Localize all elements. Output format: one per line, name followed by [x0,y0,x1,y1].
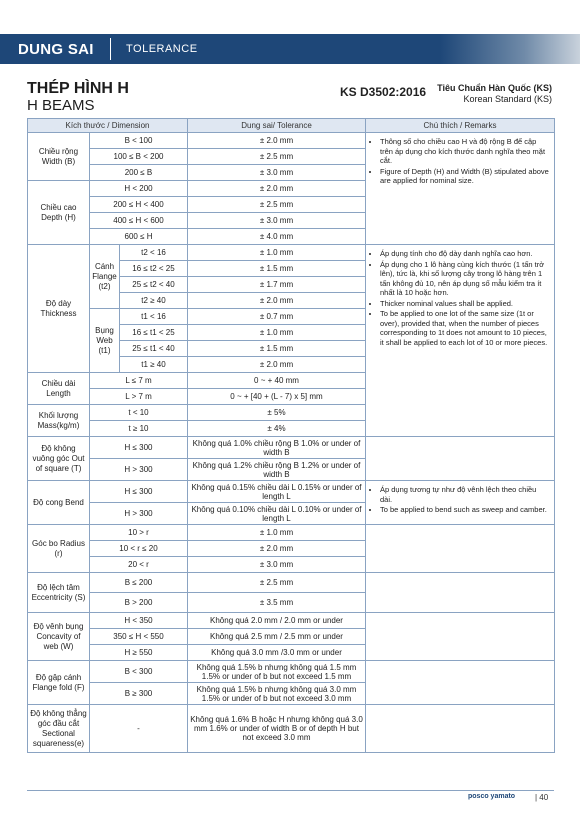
tol-cell: ± 2.0 mm [188,181,366,197]
tol-cell: 0 ~ + 40 mm [188,373,366,389]
remark-item: • Figure of Depth (H) and Width (B) stipulated above are applied for nominal size. [380,167,550,186]
tol-cell: Không quá 1.2% chiều rộng B 1.2% or under of width B [188,459,366,481]
dim-cell: L > 7 m [90,389,188,405]
dim-cell: 10 < r ≤ 20 [90,541,188,557]
table-row [28,573,555,593]
tol-cell: ± 1.5 mm [188,261,366,277]
dim-cell: 200 ≤ B [90,165,188,181]
tol-cell: ± 2.5 mm [188,197,366,213]
dim-cell: H > 300 [90,459,188,481]
remark-ecc [366,573,555,613]
tol-cell: ± 4.0 mm [188,229,366,245]
tol-cell: Không quá 1.0% chiều rộng B 1.0% or under of width B [188,437,366,459]
row-label: Độ vênh bụng Concavity of web (W) [28,613,90,661]
row-label: Khối lượng Mass(kg/m) [28,405,90,437]
tolerance-table [27,118,555,753]
tol-cell: ± 2.0 mm [188,541,366,557]
remark-bend [366,481,555,525]
tol-cell: Không quá 3.0 mm /3.0 mm or under [188,645,366,661]
tol-cell: ± 0.7 mm [188,309,366,325]
tol-cell: 0 ~ + [40 + (L - 7) x 5] mm [188,389,366,405]
dim-cell: L ≤ 7 m [90,373,188,389]
remark-sect [366,705,555,753]
remark-dimensions [366,133,555,245]
dim-cell: 16 ≤ t2 < 25 [120,261,188,277]
dim-cell: B < 100 [90,133,188,149]
row-label: Độ lệch tâm Eccentricity (S) [28,573,90,613]
table-row [28,525,555,541]
tol-cell: Không quá 1.6% B hoặc H nhưng không quá 3.0 mm 1.6% or under of width B or of depth H but not exceed 3.0 mm [188,705,366,753]
tol-cell: Không quá 1.5% b nhưng không quá 3.0 mm 1.5% or under of b but not exceed 3.0 mm [188,683,366,705]
section-subtitle: TOLERANCE [126,43,198,55]
dim-cell: H < 200 [90,181,188,197]
dim-cell: H ≤ 300 [90,437,188,459]
tol-cell: ± 2.5 mm [188,573,366,593]
row-label: Chiều cao Depth (H) [28,181,90,245]
tol-cell: ± 3.0 mm [188,165,366,181]
dim-cell: 400 ≤ H < 600 [90,213,188,229]
tol-cell: ± 2.0 mm [188,293,366,309]
row-label: Độ dày Thickness [28,245,90,373]
standard-code: KS D3502:2016 [340,85,427,99]
dim-cell: t2 ≥ 40 [120,293,188,309]
section-title: DUNG SAI [18,41,94,58]
table-row [28,661,555,683]
remark-item: • Thông số cho chiều cao H và độ rộng B để cập trên áp dụng cho kích thước danh nghĩa theo mặt cắt. [380,137,550,166]
remark-thickness [366,245,555,437]
dim-cell: 350 ≤ H < 550 [90,629,188,645]
tol-cell: ± 3.0 mm [188,213,366,229]
dim-cell: B > 200 [90,593,188,613]
dim-cell: 16 ≤ t1 < 25 [120,325,188,341]
tol-cell: ± 3.5 mm [188,593,366,613]
table-row [28,481,555,503]
row-label: Độ gập cánh Flange fold (F) [28,661,90,705]
tol-cell: ± 5% [188,405,366,421]
dim-cell: B ≤ 200 [90,573,188,593]
tol-cell: Không quá 2.5 mm / 2.5 mm or under [188,629,366,645]
tol-cell: ± 1.0 mm [188,245,366,261]
row-label: Độ không vuông góc Out of square (T) [28,437,90,481]
dim-cell: 25 ≤ t2 < 40 [120,277,188,293]
dim-cell: t ≥ 10 [90,421,188,437]
col-rem: Chú thích / Remarks [366,119,555,133]
tol-cell: ± 4% [188,421,366,437]
dim-cell: H ≤ 300 [90,481,188,503]
remark-conc [366,613,555,661]
table-row [28,133,555,149]
remark-square [366,437,555,481]
remark-item: • Áp dụng tính cho độ dày danh nghĩa cao hơn. [380,249,550,259]
dim-cell: 600 ≤ H [90,229,188,245]
tol-cell: Không quá 1.5% b nhưng không quá 1.5 mm 1.5% or under of b but not exceed 1.5 mm [188,661,366,683]
remark-radius [366,525,555,573]
dim-cell: B ≥ 300 [90,683,188,705]
sub-label: Cánh Flange (t2) [90,245,120,309]
row-label: Độ cong Bend [28,481,90,525]
remark-item: • Áp dụng tương tự như độ vênh lệch theo chiều dài. [380,485,550,504]
tol-cell: ± 1.5 mm [188,341,366,357]
dim-cell: - [90,705,188,753]
row-label: Chiều dài Length [28,373,90,405]
dim-cell: B < 300 [90,661,188,683]
section-band [0,34,580,64]
tol-cell: ± 2.0 mm [188,133,366,149]
remark-fold [366,661,555,705]
tol-cell: ± 1.0 mm [188,325,366,341]
brand-logo: posco yamato [468,793,516,800]
remark-item: • To be applied to one lot of the same size (1t or over), provided that, when the number of pieces corresponding to 1t does not amount to 10 pieces, it shall be applied to each lot of 10 or more pieces. [380,309,550,347]
footer-line [27,790,554,791]
remark-item: • To be applied to bend such as sweep and camber. [380,505,550,515]
standard-vi: Tiêu Chuẩn Hàn Quốc (KS) [437,83,552,93]
tol-cell: ± 3.0 mm [188,557,366,573]
dim-cell: H < 350 [90,613,188,629]
tol-cell: Không quá 0.10% chiều dài L 0.10% or under of length L [188,503,366,525]
dim-cell: 10 > r [90,525,188,541]
standard-name [437,83,552,105]
table-row [28,245,555,261]
dim-cell: t2 < 16 [120,245,188,261]
dim-cell: H ≥ 550 [90,645,188,661]
band-decoration [440,34,580,64]
dim-cell: 20 < r [90,557,188,573]
remark-item: • Thicker nominal values shall be applied. [380,299,550,309]
row-label: Góc bo Radius (r) [28,525,90,573]
col-dim: Kích thước / Dimension [28,119,188,133]
page-subtitle: H BEAMS [27,97,95,114]
row-label: Chiều rộng Width (B) [28,133,90,181]
dim-cell: t1 < 16 [120,309,188,325]
dim-cell: 200 ≤ H < 400 [90,197,188,213]
sub-label: Bụng Web (t1) [90,309,120,373]
remark-item: • Áp dụng cho 1 lô hàng cùng kích thước (1 tấn trở lên), tức là, khi số lượng cây trong lô hàng trên 1 tấn không đủ 10, nên áp dụng số mẫu kiểm tra ít nhất là 10 hoặc hơn. [380,260,550,298]
tol-cell: ± 2.5 mm [188,149,366,165]
tol-cell: ± 1.7 mm [188,277,366,293]
page-number: | 40 [535,793,549,802]
row-label: Độ không thẳng góc đầu cắt Sectional squareness(e) [28,705,90,753]
dim-cell: 100 ≤ B < 200 [90,149,188,165]
dim-cell: t < 10 [90,405,188,421]
tol-cell: ± 2.0 mm [188,357,366,373]
dim-cell: t1 ≥ 40 [120,357,188,373]
table-row [28,437,555,459]
page-title: THÉP HÌNH H [27,80,129,97]
tol-cell: Không quá 0.15% chiều dài L 0.15% or under of length L [188,481,366,503]
col-tol: Dung sai/ Tolerance [188,119,366,133]
dim-cell: 25 ≤ t1 < 40 [120,341,188,357]
tol-cell: ± 1.0 mm [188,525,366,541]
tol-cell: Không quá 2.0 mm / 2.0 mm or under [188,613,366,629]
divider [110,38,111,60]
standard-en: Korean Standard (KS) [463,94,552,104]
dim-cell: H > 300 [90,503,188,525]
table-row [28,613,555,629]
table-row [28,705,555,753]
